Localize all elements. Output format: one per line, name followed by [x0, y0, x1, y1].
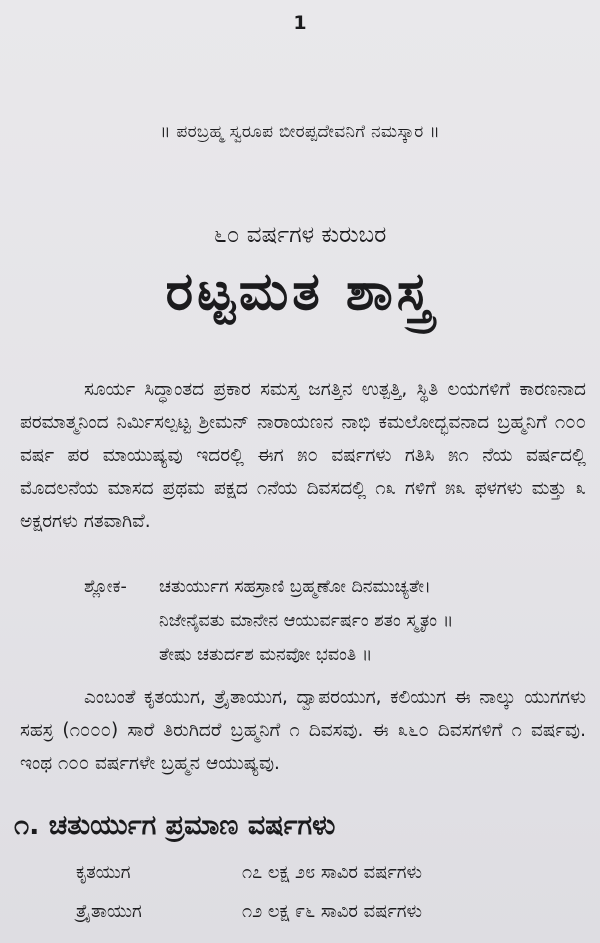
- yuga-years: ೧೨ ಲಕ್ಷ ೯೬ ಸಾವಿರ ವರ್ಷಗಳು: [242, 901, 423, 922]
- intro-paragraph: ಸೂರ್ಯ ಸಿದ್ಧಾಂತದ ಪ್ರಕಾರ ಸಮಸ್ತ ಜಗತ್ತಿನ ಉತ್ಪತ್ತಿ, ಸ್ಥಿತಿ ಲಯಗಳಿಗೆ ಕಾರಣನಾದ ಪರಮಾತ್ಮನಿಂದ ನಿರ್ಮಿಸಲ್ಪಟ್ಟ ಶ್ರೀಮನ್ ನಾರಾಯಣನ ನಾಭಿ ಕಮಲೋದ್ಭವನಾದ ಬ್ರಹ್ಮನಿಗೆ ೧೦೦ ವರ್ಷ ಪರ ಮಾಯುಷ್ಯವು ಇದರಲ್ಲಿ ಈಗ ೫೦ ವರ್ಷಗಳು ಗತಿಸಿ ೫೧ ನೆಯ ವರ್ಷದಲ್ಲಿ ಮೊದಲನೆಯ ಮಾಸದ ಪ್ರಥಮ ಪಕ್ಷದ ೧ನೆಯ ದಿವಸದಲ್ಲಿ ೧೩ ಗಳಿಗೆ ೫೩ ಫಳಗಳು ಮತ್ತು ೩ ಅಕ್ಷರಗಳು ಗತವಾಗಿವೆ.: [20, 379, 586, 532]
- invocation-line: ॥ ಪರಬ್ರಹ್ಮ ಸ್ವರೂಪ ಬೀರಪ್ಪದೇವನಿಗೆ ನಮಸ್ಕಾರ ॥: [160, 122, 440, 142]
- shloka-label: ಶ್ಲೋಕ-: [84, 577, 127, 597]
- yuga-name: ಕೃತಯುಗ: [76, 862, 131, 883]
- shloka-line-text: ಚತುರ್ಯುಗ ಸಹಸ್ರಾಣಿ ಬ್ರಹ್ಮಣೋ ದಿನಮುಚ್ಯತೇ।: [159, 577, 431, 597]
- yuga-name: ತ್ರೈತಾಯುಗ: [76, 901, 142, 922]
- yuga-row: [76, 901, 596, 922]
- shloka-line: [84, 570, 594, 604]
- shloka-line: ನಿಜೇನೈವತು ಮಾನೇನ ಆಯುರ್ವರ್ಷಂ ಶತಂ ಸ್ಮೃತಂ ॥: [159, 611, 454, 631]
- yuga-paragraph: ಎಂಬಂತೆ ಕೃತಯುಗ, ತ್ರೈತಾಯುಗ, ದ್ವಾಪರಯುಗ, ಕಲಿಯುಗ ಈ ನಾಲ್ಕು ಯುಗಗಳು ಸಹಸ್ರ (೧೦೦೦) ಸಾರೆ ತಿರುಗಿದರೆ ಬ್ರಹ್ಮನಿಗೆ ೧ ದಿವಸವು. ಈ ೩೬೦ ದಿವಸಗಳಿಗೆ ೧ ವರ್ಷವು. ಇಂಥ ೧೦೦ ವರ್ಷಗಳೇ ಬ್ರಹ್ಮನ ಆಯುಷ್ಯವು.: [20, 687, 586, 774]
- section-heading: ೧. ಚತುರ್ಯುಗ ಪ್ರಮಾಣ ವರ್ಷಗಳು: [14, 810, 336, 841]
- shloka-line: ತೇಷು ಚತುರ್ದಶ ಮನವೋ ಭವಂತಿ ॥: [159, 645, 373, 665]
- page-number: 1: [293, 12, 307, 34]
- chapter-title: ರಟ್ಟಮತ ಶಾಸ್ತ್ರ: [165, 262, 435, 322]
- shloka-block: [84, 570, 594, 672]
- yuga-row: [76, 862, 596, 883]
- chapter-subtitle: ೬೦ ವರ್ಷಗಳ ಕುರುಬರ: [213, 222, 387, 248]
- yuga-years: ೧೭ ಲಕ್ಷ ೨೮ ಸಾವಿರ ವರ್ಷಗಳು: [242, 862, 423, 883]
